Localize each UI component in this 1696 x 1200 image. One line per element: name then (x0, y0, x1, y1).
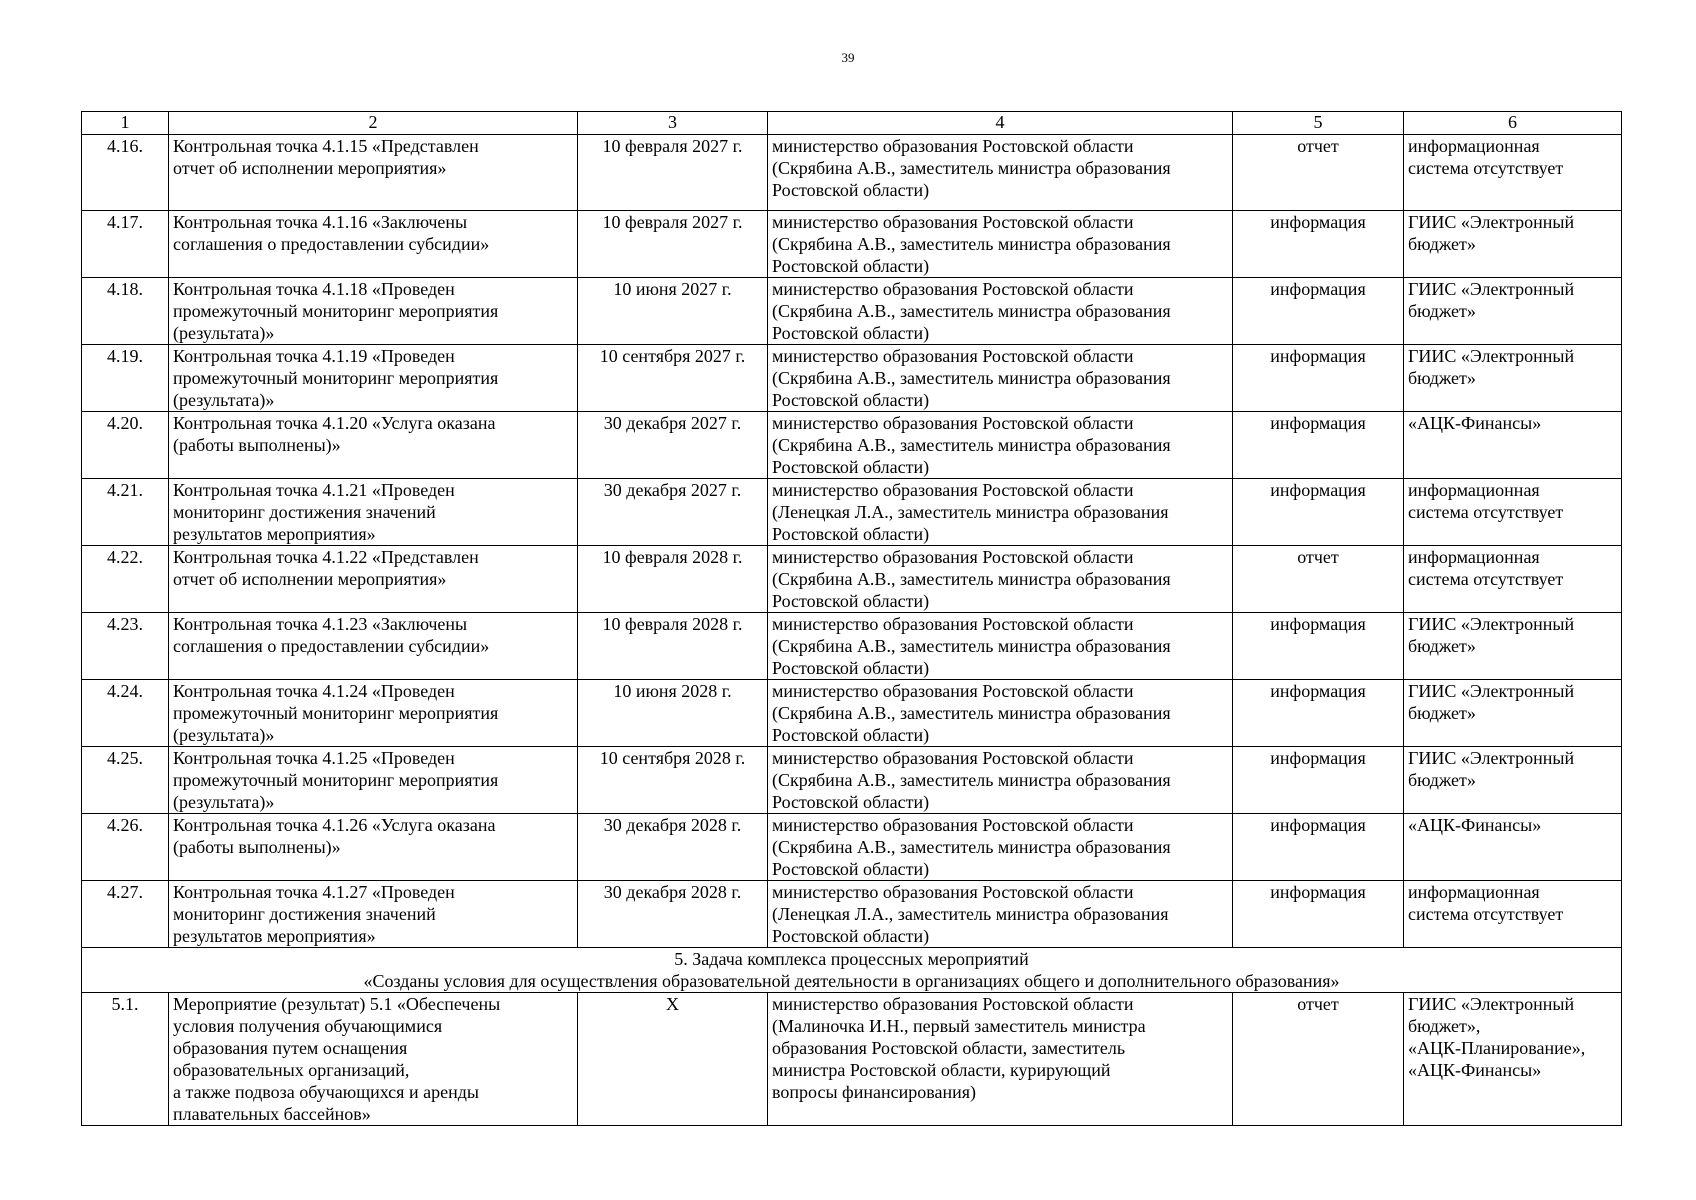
document-type: отчет (1233, 993, 1404, 1126)
measure-name-line: образовательных организаций, (173, 1060, 410, 1080)
responsible-executor (768, 211, 1233, 278)
responsible-executor-line: министерство образования Ростовской области (772, 748, 1134, 768)
responsible-executor (768, 680, 1233, 747)
document-type: информация (1233, 345, 1404, 412)
due-date: 10 февраля 2027 г. (578, 211, 768, 278)
responsible-executor-line: министерство образования Ростовской области (772, 882, 1134, 902)
due-date: 10 июня 2028 г. (578, 680, 768, 747)
column-number-row (82, 112, 1622, 135)
table-row (82, 881, 1622, 948)
control-point-name (169, 211, 578, 278)
information-system (1404, 345, 1622, 412)
responsible-executor (768, 747, 1233, 814)
responsible-executor-line: Ростовской области) (772, 180, 930, 200)
information-system-line: система отсутствует (1408, 569, 1564, 589)
responsible-executor-line: (Скрябина А.В., заместитель министра образования (772, 301, 1171, 321)
information-system (1404, 747, 1622, 814)
control-point-name-line: (работы выполнены)» (173, 435, 341, 455)
responsible-executor-line: министерство образования Ростовской области (772, 994, 1134, 1014)
document-type: информация (1233, 412, 1404, 479)
control-point-name-line: Контрольная точка 4.1.15 «Представлен (173, 136, 479, 156)
information-system (1404, 881, 1622, 948)
information-system-line: ГИИС «Электронный (1408, 212, 1575, 232)
responsible-executor-line: (Скрябина А.В., заместитель министра образования (772, 368, 1171, 388)
responsible-executor-line: (Скрябина А.В., заместитель министра образования (772, 569, 1171, 589)
information-system-line: информационная (1408, 480, 1540, 500)
table-row (82, 680, 1622, 747)
information-system (1404, 278, 1622, 345)
responsible-executor-line: (Скрябина А.В., заместитель министра образования (772, 158, 1171, 178)
information-system-line: система отсутствует (1408, 904, 1564, 924)
table-row (82, 412, 1622, 479)
control-point-name (169, 546, 578, 613)
control-points-table (81, 111, 1622, 1126)
table-row (82, 479, 1622, 546)
responsible-executor-line: министра Ростовской области, курирующий (772, 1060, 1111, 1080)
control-point-name-line: Контрольная точка 4.1.19 «Проведен (173, 346, 455, 366)
document-type: информация (1233, 211, 1404, 278)
information-system-line: ГИИС «Электронный (1408, 748, 1575, 768)
document-type: отчет (1233, 135, 1404, 211)
column-number: 4 (768, 112, 1233, 135)
column-number: 1 (82, 112, 169, 135)
section-title-line: «Созданы условия для осуществления образовательной деятельности в организациях общего и дополнительного образования» (363, 971, 1340, 991)
control-point-name-line: Контрольная точка 4.1.16 «Заключены (173, 212, 468, 232)
information-system-line: бюджет» (1408, 301, 1476, 321)
measure-name-line: а также подвоза обучающихся и аренды (173, 1082, 479, 1102)
due-date: 10 сентября 2027 г. (578, 345, 768, 412)
information-system-line: бюджет» (1408, 703, 1476, 723)
control-point-name (169, 345, 578, 412)
row-number: 4.24. (82, 680, 169, 747)
responsible-executor (768, 613, 1233, 680)
information-system-line: бюджет», (1408, 1016, 1481, 1036)
table-row (82, 613, 1622, 680)
page-number: 39 (841, 50, 855, 65)
information-system-line: ГИИС «Электронный (1408, 279, 1575, 299)
responsible-executor-line: (Скрябина А.В., заместитель министра образования (772, 770, 1171, 790)
responsible-executor (768, 135, 1233, 211)
responsible-executor-line: Ростовской области) (772, 457, 930, 477)
responsible-executor-line: министерство образования Ростовской области (772, 346, 1134, 366)
responsible-executor (768, 881, 1233, 948)
information-system (1404, 680, 1622, 747)
responsible-executor (768, 479, 1233, 546)
table-row (82, 211, 1622, 278)
information-system (1404, 211, 1622, 278)
responsible-executor-line: Ростовской области) (772, 859, 930, 879)
information-system-line: бюджет» (1408, 368, 1476, 388)
control-point-name-line: Контрольная точка 4.1.22 «Представлен (173, 547, 479, 567)
due-date: 10 сентября 2028 г. (578, 747, 768, 814)
control-point-name (169, 747, 578, 814)
row-number: 4.16. (82, 135, 169, 211)
column-number: 5 (1233, 112, 1404, 135)
due-date: 30 декабря 2028 г. (578, 881, 768, 948)
information-system-line: ГИИС «Электронный (1408, 994, 1575, 1014)
responsible-executor-line: (Ленецкая Л.А., заместитель министра образования (772, 502, 1169, 522)
document-type: информация (1233, 613, 1404, 680)
responsible-executor-line: министерство образования Ростовской области (772, 413, 1134, 433)
information-system-line: «АЦК-Финансы» (1408, 815, 1542, 835)
information-system (1404, 479, 1622, 546)
control-point-name-line: результатов мероприятия» (173, 524, 376, 544)
document-type: информация (1233, 747, 1404, 814)
responsible-executor-line: министерство образования Ростовской области (772, 681, 1134, 701)
due-date: Х (578, 993, 768, 1126)
information-system-line: система отсутствует (1408, 158, 1564, 178)
row-number: 4.26. (82, 814, 169, 881)
row-number: 4.18. (82, 278, 169, 345)
control-point-name-line: (результата)» (173, 725, 275, 745)
control-point-name-line: промежуточный мониторинг мероприятия (173, 770, 499, 790)
responsible-executor-line: министерство образования Ростовской области (772, 279, 1134, 299)
table-row (82, 993, 1622, 1126)
responsible-executor-line: (Скрябина А.В., заместитель министра образования (772, 234, 1171, 254)
control-point-name-line: (результата)» (173, 792, 275, 812)
information-system-line: «АЦК-Финансы» (1408, 1060, 1542, 1080)
control-point-name (169, 613, 578, 680)
measure-name-line: образования путем оснащения (173, 1038, 408, 1058)
due-date: 10 февраля 2028 г. (578, 613, 768, 680)
control-point-name-line: мониторинг достижения значений (173, 904, 436, 924)
responsible-executor-line: Ростовской области) (772, 524, 930, 544)
information-system-line: бюджет» (1408, 636, 1476, 656)
due-date: 10 июня 2027 г. (578, 278, 768, 345)
control-point-name-line: (результата)» (173, 390, 275, 410)
responsible-executor-line: министерство образования Ростовской области (772, 614, 1134, 634)
responsible-executor-line: Ростовской области) (772, 658, 930, 678)
control-point-name-line: отчет об исполнении мероприятия» (173, 158, 447, 178)
information-system-line: система отсутствует (1408, 502, 1564, 522)
document-type: отчет (1233, 546, 1404, 613)
table-row (82, 546, 1622, 613)
control-point-name-line: Контрольная точка 4.1.24 «Проведен (173, 681, 455, 701)
control-point-name-line: промежуточный мониторинг мероприятия (173, 301, 499, 321)
control-point-name (169, 881, 578, 948)
responsible-executor (768, 546, 1233, 613)
row-number: 4.21. (82, 479, 169, 546)
column-number: 2 (169, 112, 578, 135)
due-date: 30 декабря 2027 г. (578, 412, 768, 479)
control-point-name-line: Контрольная точка 4.1.26 «Услуга оказана (173, 815, 496, 835)
information-system-line: ГИИС «Электронный (1408, 614, 1575, 634)
due-date: 10 февраля 2028 г. (578, 546, 768, 613)
measure-name-line: условия получения обучающимися (173, 1016, 443, 1036)
responsible-executor-line: министерство образования Ростовской области (772, 547, 1134, 567)
control-point-name (169, 412, 578, 479)
responsible-executor-line: Ростовской области) (772, 926, 930, 946)
document-type: информация (1233, 278, 1404, 345)
information-system-line: информационная (1408, 136, 1540, 156)
information-system-line: бюджет» (1408, 234, 1476, 254)
control-point-name-line: Контрольная точка 4.1.27 «Проведен (173, 882, 455, 902)
due-date: 30 декабря 2027 г. (578, 479, 768, 546)
responsible-executor (768, 993, 1233, 1126)
information-system (1404, 546, 1622, 613)
row-number: 4.20. (82, 412, 169, 479)
responsible-executor-line: (Малиночка И.Н., первый заместитель министра (772, 1016, 1146, 1036)
control-point-name-line: Контрольная точка 4.1.18 «Проведен (173, 279, 455, 299)
document-type: информация (1233, 680, 1404, 747)
measure-name (169, 993, 578, 1126)
responsible-executor-line: министерство образования Ростовской области (772, 815, 1134, 835)
information-system-line: информационная (1408, 882, 1540, 902)
row-number: 4.17. (82, 211, 169, 278)
responsible-executor-line: Ростовской области) (772, 390, 930, 410)
document-type: информация (1233, 881, 1404, 948)
responsible-executor-line: министерство образования Ростовской области (772, 136, 1134, 156)
due-date: 10 февраля 2027 г. (578, 135, 768, 211)
control-point-name-line: (работы выполнены)» (173, 837, 341, 857)
control-point-name-line: результатов мероприятия» (173, 926, 376, 946)
responsible-executor (768, 278, 1233, 345)
control-point-name-line: Контрольная точка 4.1.20 «Услуга оказана (173, 413, 496, 433)
control-point-name-line: мониторинг достижения значений (173, 502, 436, 522)
responsible-executor-line: (Скрябина А.В., заместитель министра образования (772, 703, 1171, 723)
responsible-executor-line: вопросы финансирования) (772, 1082, 977, 1102)
responsible-executor-line: (Ленецкая Л.А., заместитель министра образования (772, 904, 1169, 924)
information-system (1404, 135, 1622, 211)
document-type: информация (1233, 479, 1404, 546)
row-number: 5.1. (82, 993, 169, 1126)
responsible-executor (768, 412, 1233, 479)
control-point-name-line: соглашения о предоставлении субсидии» (173, 636, 490, 656)
row-number: 4.23. (82, 613, 169, 680)
column-number: 3 (578, 112, 768, 135)
table-row (82, 135, 1622, 211)
row-number: 4.22. (82, 546, 169, 613)
information-system (1404, 814, 1622, 881)
control-point-name-line: промежуточный мониторинг мероприятия (173, 368, 499, 388)
row-number: 4.27. (82, 881, 169, 948)
information-system-line: «АЦК-Планирование», (1408, 1038, 1586, 1058)
control-point-name-line: (результата)» (173, 323, 275, 343)
measure-name-line: Мероприятие (результат) 5.1 «Обеспечены (173, 994, 501, 1014)
information-system-line: ГИИС «Электронный (1408, 681, 1575, 701)
due-date: 30 декабря 2028 г. (578, 814, 768, 881)
table-row (82, 814, 1622, 881)
control-point-name-line: Контрольная точка 4.1.21 «Проведен (173, 480, 455, 500)
measure-name-line: плавательных бассейнов» (173, 1104, 371, 1124)
control-point-name-line: Контрольная точка 4.1.25 «Проведен (173, 748, 455, 768)
responsible-executor (768, 814, 1233, 881)
table-row (82, 345, 1622, 412)
information-system-line: «АЦК-Финансы» (1408, 413, 1542, 433)
section-title (82, 948, 1622, 993)
row-number: 4.19. (82, 345, 169, 412)
document-type: информация (1233, 814, 1404, 881)
section-title-line: 5. Задача комплекса процессных мероприятий (674, 949, 1029, 969)
responsible-executor-line: Ростовской области) (772, 323, 930, 343)
information-system (1404, 993, 1622, 1126)
information-system-line: информационная (1408, 547, 1540, 567)
responsible-executor-line: образования Ростовской области, заместитель (772, 1038, 1126, 1058)
table-row (82, 747, 1622, 814)
control-point-name-line: отчет об исполнении мероприятия» (173, 569, 447, 589)
responsible-executor-line: Ростовской области) (772, 256, 930, 276)
information-system-line: бюджет» (1408, 770, 1476, 790)
responsible-executor (768, 345, 1233, 412)
responsible-executor-line: министерство образования Ростовской области (772, 212, 1134, 232)
responsible-executor-line: Ростовской области) (772, 591, 930, 611)
column-number: 6 (1404, 112, 1622, 135)
responsible-executor-line: (Скрябина А.В., заместитель министра образования (772, 435, 1171, 455)
responsible-executor-line: Ростовской области) (772, 792, 930, 812)
information-system (1404, 412, 1622, 479)
control-point-name (169, 278, 578, 345)
section-header-row (82, 948, 1622, 993)
control-point-name (169, 479, 578, 546)
table-row (82, 278, 1622, 345)
control-point-name (169, 814, 578, 881)
responsible-executor-line: Ростовской области) (772, 725, 930, 745)
row-number: 4.25. (82, 747, 169, 814)
responsible-executor-line: (Скрябина А.В., заместитель министра образования (772, 837, 1171, 857)
control-point-name-line: Контрольная точка 4.1.23 «Заключены (173, 614, 468, 634)
information-system (1404, 613, 1622, 680)
responsible-executor-line: министерство образования Ростовской области (772, 480, 1134, 500)
control-point-name (169, 135, 578, 211)
control-point-name-line: промежуточный мониторинг мероприятия (173, 703, 499, 723)
control-point-name-line: соглашения о предоставлении субсидии» (173, 234, 490, 254)
control-point-name (169, 680, 578, 747)
responsible-executor-line: (Скрябина А.В., заместитель министра образования (772, 636, 1171, 656)
information-system-line: ГИИС «Электронный (1408, 346, 1575, 366)
